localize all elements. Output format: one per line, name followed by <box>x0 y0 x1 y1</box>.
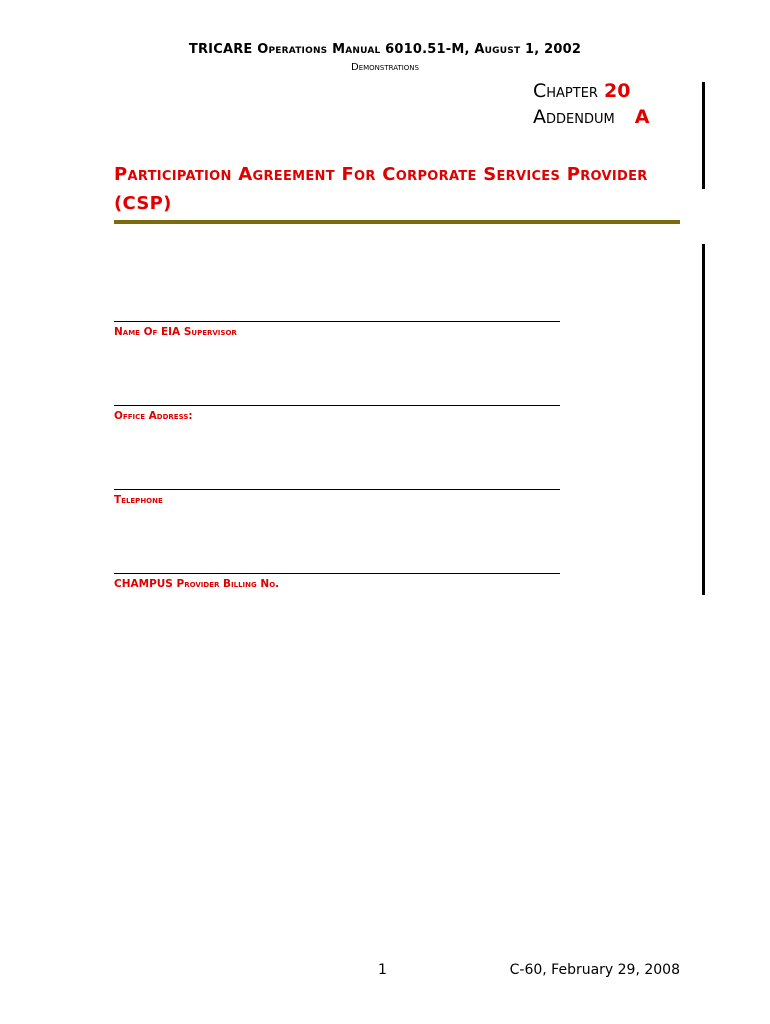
change-info: C-60, February 29, 2008 <box>509 962 680 978</box>
change-bar-main <box>702 244 705 595</box>
office-address-label: Office Address: <box>114 410 193 422</box>
manual-title <box>0 42 770 57</box>
chapter-number: 20 <box>604 80 631 102</box>
page-number: 1 <box>378 962 387 978</box>
addendum-letter: A <box>634 106 650 128</box>
manual-title-text: TRICARE Operations Manual 6010.51-M, August 1, 2002 <box>188 42 582 57</box>
billing-number-line[interactable] <box>114 573 560 574</box>
title-rule <box>114 220 680 224</box>
telephone-label: Telephone <box>114 494 163 506</box>
addendum-row <box>533 104 649 130</box>
section-name <box>0 62 770 73</box>
chapter-label: Chapter <box>533 80 598 102</box>
addendum-label: Addendum <box>533 106 615 128</box>
chapter-block <box>533 78 649 130</box>
telephone-line[interactable] <box>114 489 560 490</box>
chapter-row <box>533 78 649 104</box>
supervisor-name-line[interactable] <box>114 321 560 322</box>
billing-number-label: CHAMPUS Provider Billing No. <box>114 578 280 590</box>
section-name-text: Demonstrations <box>351 62 419 73</box>
document-title <box>114 160 674 218</box>
change-bar-top <box>702 82 705 189</box>
supervisor-name-label: Name Of EIA Supervisor <box>114 326 237 338</box>
office-address-line[interactable] <box>114 405 560 406</box>
document-title-text: Participation Agreement For Corporate Services Provider (CSP) <box>114 164 648 214</box>
